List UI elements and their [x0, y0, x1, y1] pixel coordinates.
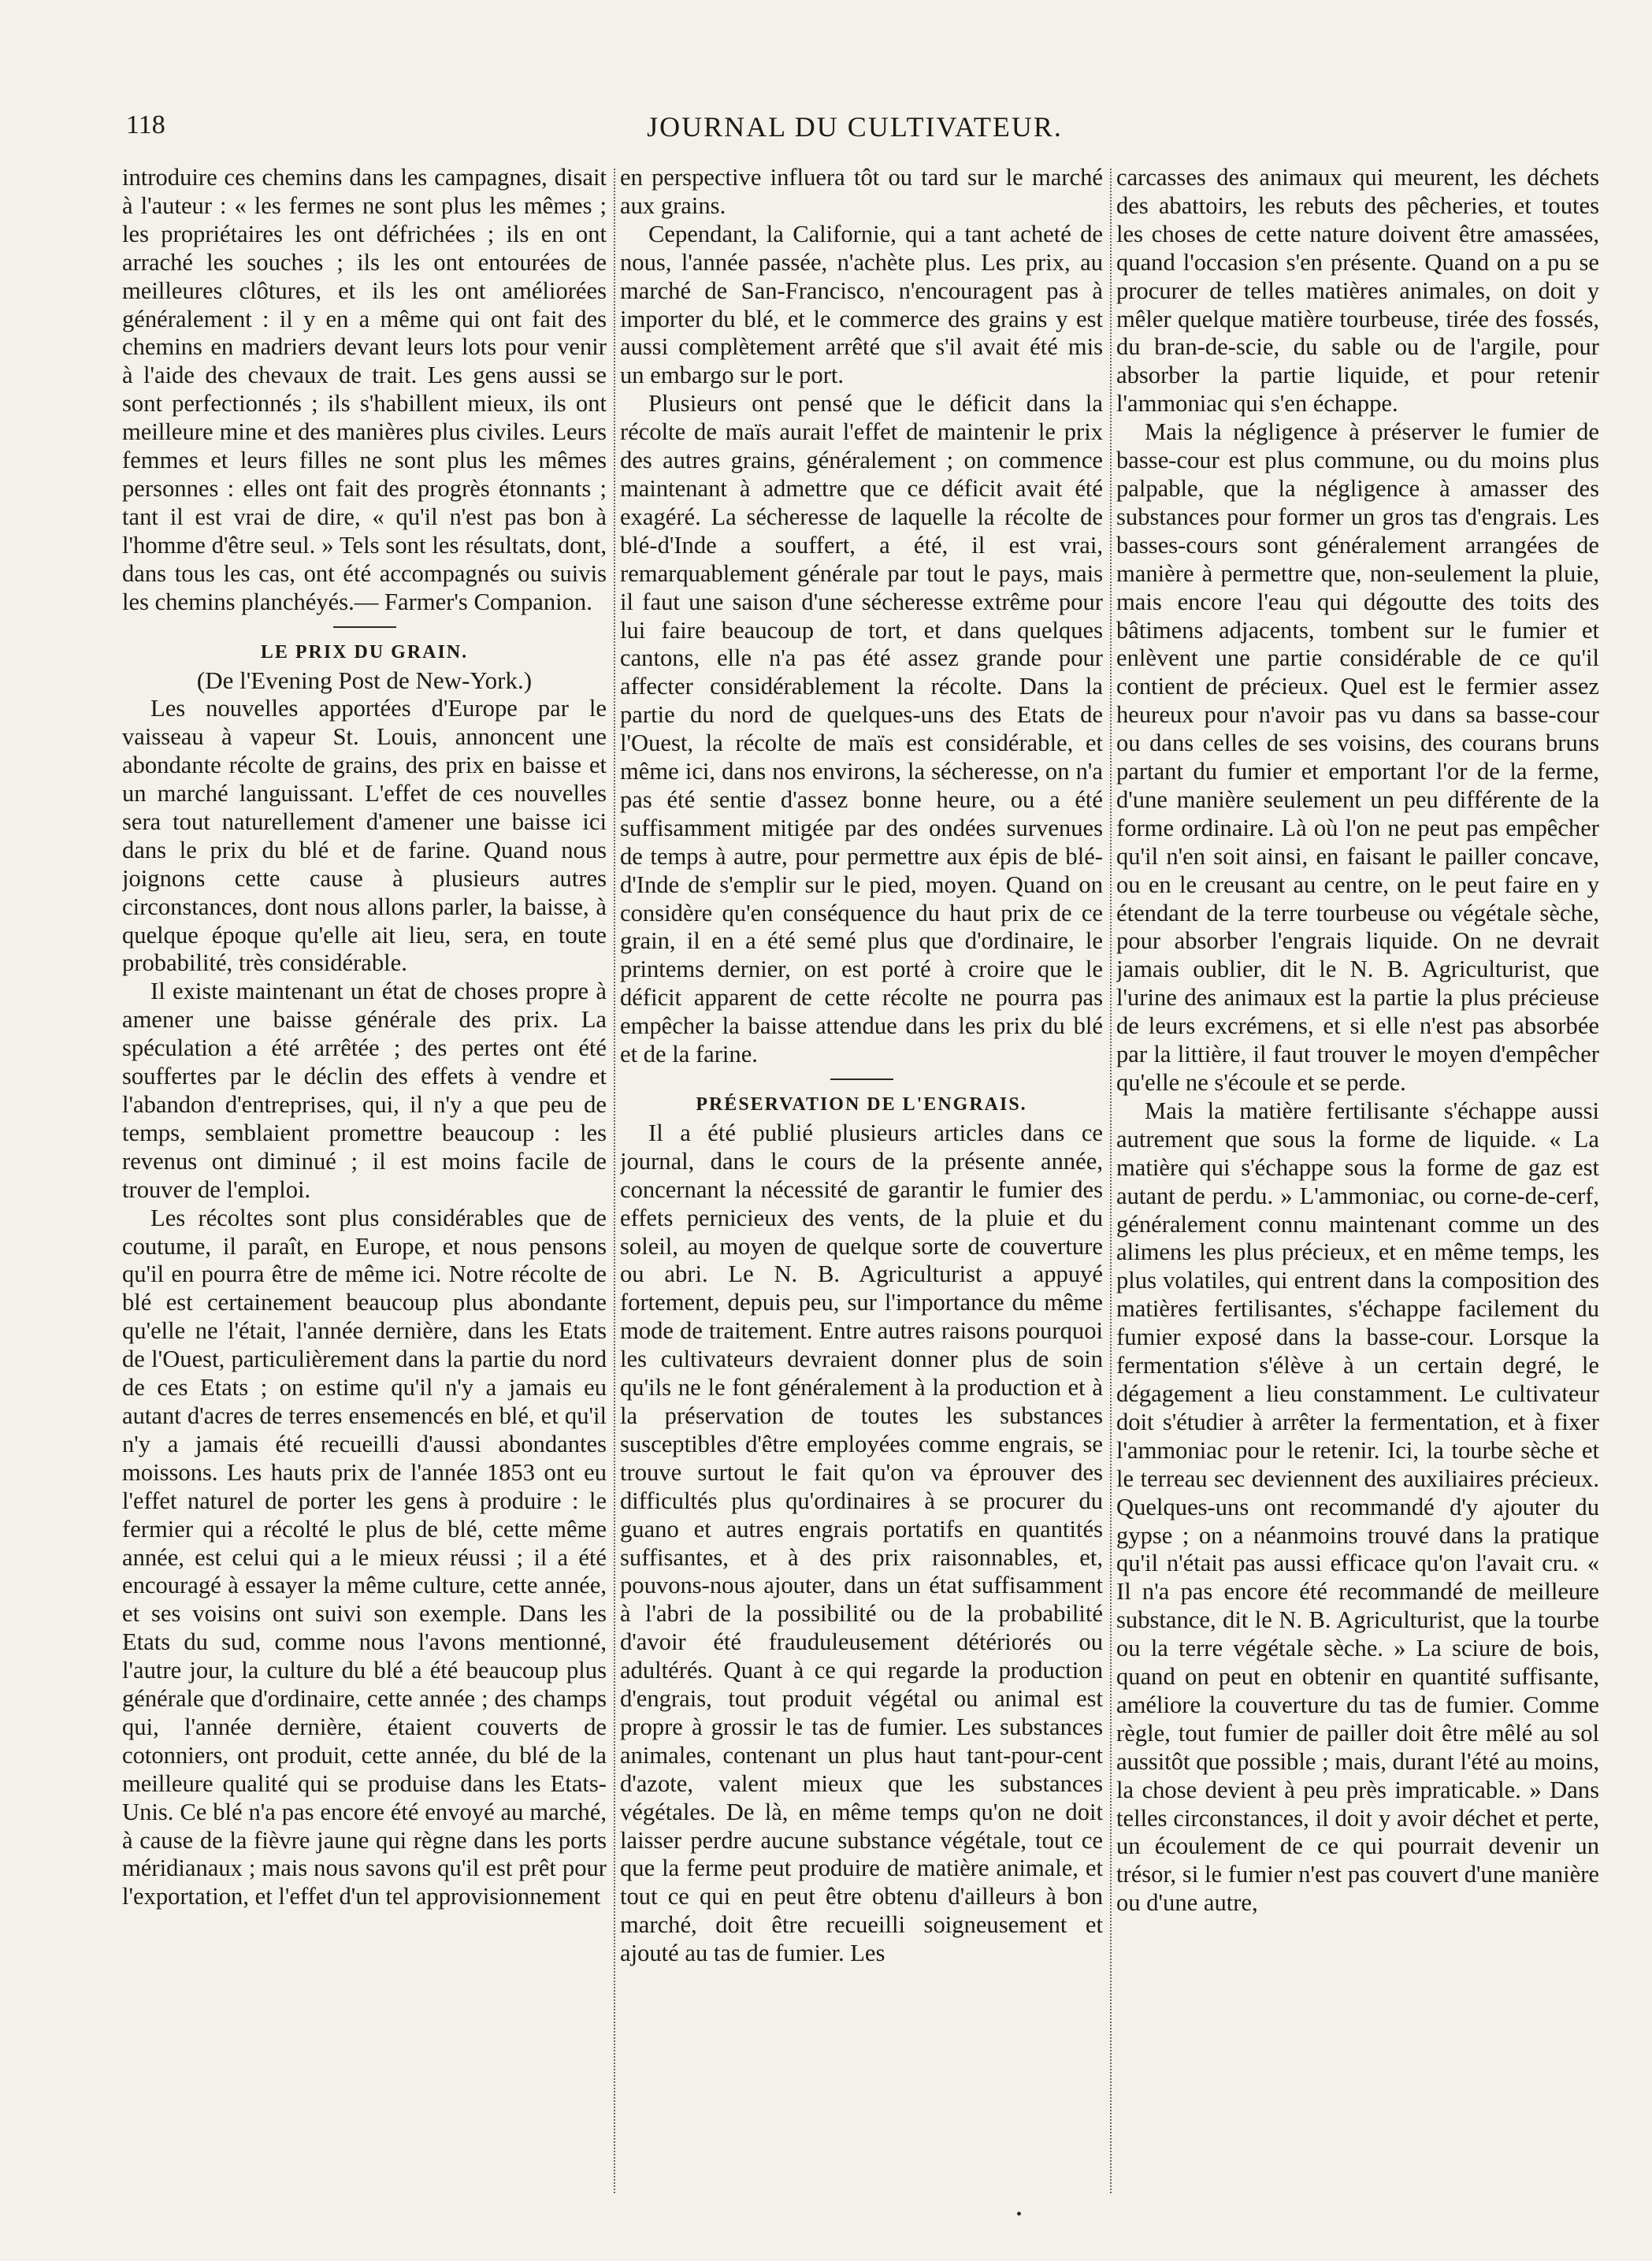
page-header	[126, 110, 1583, 158]
paragraph: Il a été publié plusieurs articles dans ce journal, dans le cours de la présente année, concernant la nécessité de garantir le fumier des effets pernicieux des vents, de la pluie et du soleil, au moyen de quelque sorte de couverture ou abri. Le N. B. Agriculturist a appuyé fortement, depuis peu, sur l'importance du même mode de traitement. Entre autres raisons pourquoi les cultivateurs devraient donner plus de soin qu'ils ne le font généralement à la production et à la préservation de toutes les substances susceptibles d'être employées comme engrais, se trouve surtout le fait qu'on va éprouver des difficultés plus qu'ordinaires à se procurer du guano et autres engrais portatifs en quantités suffisantes, et à des prix raisonnables, et, pouvons-nous ajouter, dans un état suffisamment à l'abri de la possibilité ou de la probabilité d'avoir été frauduleusement détériorés ou adultérés. Quant à ce qui regarde la production d'engrais, tout produit végétal ou animal est propre à grossir le tas de fumier. Les substances animales, contenant un plus haut tant-pour-cent d'azote, valent mieux que les substances végétales. De là, en même temps qu'on ne doit laisser perdre aucune substance végétale, tout ce que la ferme peut produire de matière animale, et tout ce qui en peut être obtenu d'ailleurs à bon marché, doit être recueilli soigneusement et ajouté au tas de fumier. Les	[620, 1119, 1103, 1967]
journal-title: JOURNAL DU CULTIVATEUR.	[647, 111, 1063, 143]
article-columns	[122, 164, 1599, 2196]
section-separator	[333, 626, 396, 628]
column-1	[122, 164, 607, 2196]
footer-mark: •	[1016, 2206, 1023, 2223]
column-divider	[1110, 169, 1112, 2193]
paragraph: en perspective influera tôt ou tard sur le marché aux grains.	[620, 164, 1103, 219]
paragraph: Mais la matière fertilisante s'échappe aussi autrement que sous la forme de liquide. « La matière qui s'échappe sous la forme de gaz est autant de perdu. » L'ammoniac, ou corne-de-cerf, généralement connu maintenant comme un des alimens les plus précieux, et en même temps, les plus volatiles, qui entrent dans la composition des matières fertilisantes, s'échappe facilement du fumier exposé dans la basse-cour. Lorsque la fermentation s'élève à un certain degré, le dégagement a lieu constamment. Le cultivateur doit s'étudier à arrêter la fermentation, et à fixer l'ammoniac pour le retenir. Ici, la tourbe sèche et le terreau sec deviennent des auxiliaires précieux. Quelques-uns ont recommandé d'y ajouter du gypse ; on a néanmoins trouvé dans la pratique qu'il n'était pas aussi efficace qu'on l'avait cru. « Il n'a pas encore été recommandé de meilleure substance, dit le N. B. Agriculturist, que la tourbe ou la terre végétale sèche. » La sciure de bois, quand on peut en obtenir en quantité suffisante, améliore la couverture du tas de fumier. Comme règle, tout fumier de pailler doit être mêlé au sol aussitôt que possible ; mais, durant l'été au moins, la chose devient à peu près impraticable. » Dans telles circonstances, il doit y avoir déchet et perte, un écoulement de ce qui pourrait devenir un trésor, si le fumier n'est pas couvert d'une manière ou d'une autre,	[1116, 1097, 1599, 1917]
section-title: PRÉSERVATION DE L'ENGRAIS.	[696, 1094, 1027, 1115]
column-2	[620, 164, 1103, 2196]
paragraph: introduire ces chemins dans les campagnes, disait à l'auteur : « les fermes ne sont plus les mêmes ; les propriétaires les ont défrichées ; ils en ont arraché les souches ; ils les ont entourées de meilleures clôtures, et ils les ont améliorées généralement : il y en a même qui ont fait des chemins en madriers devant leurs lots pour venir à l'aide des chevaux de trait. Les gens aussi se sont perfectionnés ; ils s'habillent mieux, ils ont meilleure mine et des manières plus civiles. Leurs femmes et leurs filles ne sont plus les mêmes personnes : elles ont fait des progrès étonnants ; tant il est vrai de dire, « qu'il n'est pas bon à l'homme d'être seul. » Tels sont les résultats, dont, dans tous les cas, ont été accompagnés ou suivis les chemins planchéyés.— Farmer's Companion.	[122, 164, 607, 615]
paragraph: Mais la négligence à préserver le fumier de basse-cour est plus commune, ou du moins plus palpable, que la négligence à amasser des substances pour former un gros tas d'engrais. Les basses-cours sont généralement arrangées de manière à permettre que, non-seulement la pluie, mais encore l'eau qui dégoutte des toits des bâtimens adjacents, tombent sur le fumier et enlèvent une partie considérable de ce qu'il contient de précieux. Quel est le fermier assez heureux pour n'avoir pas vu dans sa basse-cour ou dans celles de ses voisins, des courans bruns partant du fumier et emportant l'or de la ferme, d'une manière seulement un peu différente de la forme ordinaire. Là où l'on ne peut pas empêcher qu'il n'en soit ainsi, en faisant le pailler concave, ou en le creusant au centre, on le peut faire en y étendant de la terre tourbeuse ou végétale sèche, pour absorber l'engrais liquide. On ne devrait jamais oublier, dit le N. B. Agriculturist, que l'urine des animaux est la partie la plus précieuse de leurs excrémens, et si elle n'est pas absorbée par la littière, il faut trouver le moyen d'empêcher qu'elle ne s'écoule et se perde.	[1116, 418, 1599, 1096]
paragraph: carcasses des animaux qui meurent, les déchets des abattoirs, les rebuts des pêcheries, et toutes les choses de cette nature doivent être amassées, quand l'occasion s'en présente. Quand on a pu se procurer de telles matières animales, on doit y mêler quelque matière tourbeuse, tirée des fossés, du bran-de-scie, du sable ou de l'argile, pour absorber la partie liquide, et pour retenir l'ammoniac qui s'en échappe.	[1116, 164, 1599, 418]
column-divider	[614, 169, 615, 2193]
paragraph: Les récoltes sont plus considérables que de coutume, il paraît, en Europe, et nous pensons qu'il en pourra être de même ici. Notre récolte de blé est certainement beaucoup plus abondante qu'elle ne l'était, l'année dernière, dans les Etats de l'Ouest, particulièrement dans la partie du nord de ces Etats ; on estime qu'il n'y a jamais eu autant d'acres de terres ensemencés en blé, et qu'il n'y a jamais été recueilli d'aussi abondantes moissons. Les hauts prix de l'année 1853 ont eu l'effet naturel de porter les gens à produire : le fermier qui a récolté le plus de blé, cette même année, est celui qui a le mieux réussi ; il a été encouragé à essayer la même culture, cette année, et ses voisins ont suivi son exemple. Dans les Etats du sud, comme nous l'avons mentionné, l'autre jour, la culture du blé a été beaucoup plus générale que d'ordinaire, cette année ; des champs qui, l'année dernière, étaient couverts de cotonniers, ont produit, cette année, du blé de la meilleure qualité qui se produise dans les Etats-Unis. Ce blé n'a pas encore été envoyé au marché, à cause de la fièvre jaune qui règne dans les ports méridianaux ; mais nous savons qu'il est prêt pour l'exportation, et l'effet d'un tel approvisionnement	[122, 1204, 607, 1910]
page-number: 118	[126, 110, 165, 139]
section-title: LE PRIX DU GRAIN.	[260, 641, 469, 663]
section-subtitle: (De l'Evening Post de New-York.)	[196, 666, 533, 695]
paragraph: Il existe maintenant un état de choses propre à amener une baisse générale des prix. La spéculation a été arrêtée ; des pertes ont été souffertes par le déclin des effets à vendre et l'abandon d'entreprises, qui, il n'y a que peu de temps, semblaient promettre beaucoup : les revenus ont diminué ; il est moins facile de trouver de l'emploi.	[122, 978, 607, 1203]
paragraph: Plusieurs ont pensé que le déficit dans la récolte de maïs aurait l'effet de maintenir le prix des autres grains, généralement ; on commence maintenant à admettre que ce déficit avait été exagéré. La sécheresse de laquelle la récolte de blé-d'Inde a souffert, a été, il est vrai, remarquablement générale par tout le pays, mais il faut une saison d'une sécheresse extrême pour lui faire beaucoup de tort, et dans quelques cantons, elle n'a pas été assez grande pour affecter considérablement la récolte. Dans la partie du nord de quelques-uns des Etats de l'Ouest, la récolte de maïs est considérable, et même ici, dans nos environs, la sécheresse, on n'a pas été sentie d'assez bonne heure, ou a été suffisamment mitigée par des ondées survenues de temps à autre, pour permettre aux épis de blé-d'Inde de s'emplir sur le pied, moyen. Quand on considère qu'en conséquence du haut prix de ce grain, il en a été semé plus que d'ordinaire, le printems dernier, on est porté à croire que le déficit apparent de cette récolte ne pourra pas empêcher la baisse attendue dans les prix du blé et de la farine.	[620, 390, 1103, 1068]
section-separator	[830, 1079, 893, 1080]
column-3	[1116, 164, 1599, 2196]
paragraph: Cependant, la Californie, qui a tant acheté de nous, l'année passée, n'achète plus. Les prix, au marché de San-Francisco, n'encouragent pas à importer du blé, et le commerce des grains y est aussi complètement arrêté que s'il avait été mis un embargo sur le port.	[620, 220, 1103, 389]
paragraph: Les nouvelles apportées d'Europe par le vaisseau à vapeur St. Louis, annoncent une abondante récolte de grains, des prix en baisse et un marché languissant. L'effet de ces nouvelles sera tout naturellement d'amener une baisse ici dans le prix du blé et de farine. Quand nous joignons cette cause à plusieurs autres circonstances, dont nous allons parler, la baisse, à quelque époque qu'elle ait lieu, sera, en toute probabilité, très considérable.	[122, 695, 607, 977]
